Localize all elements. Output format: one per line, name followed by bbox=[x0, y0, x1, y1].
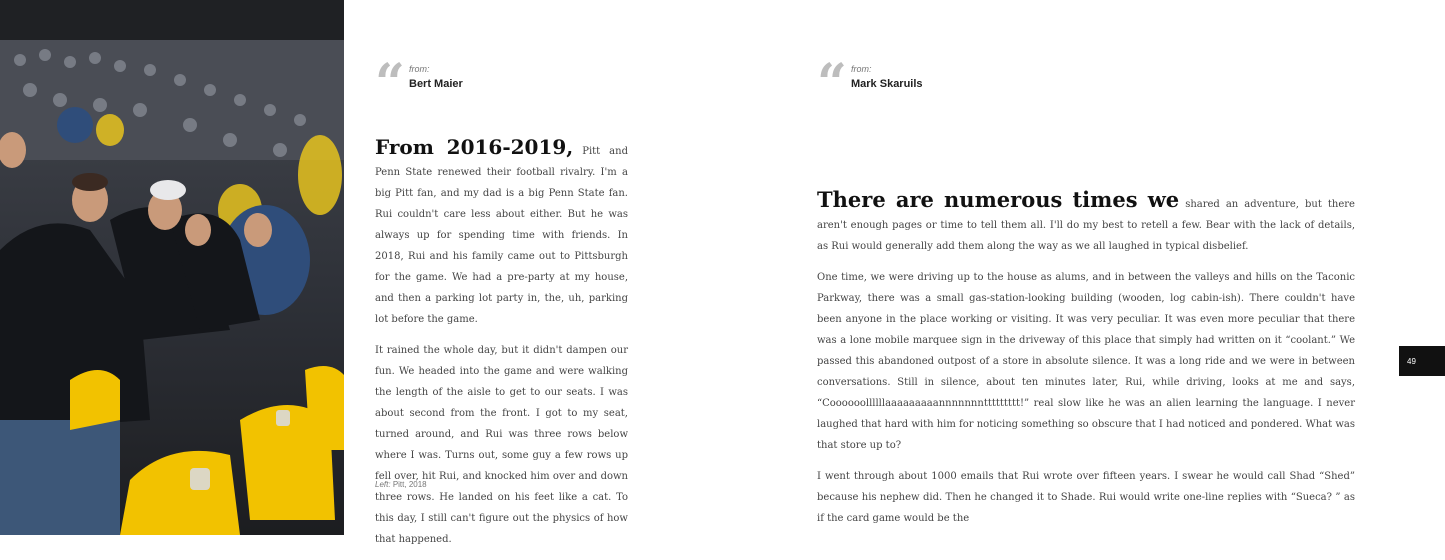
paragraph-text: shared an adventure, but there aren't enough pages or time to tell them all. I'll do my best to retell a few. Bear with the lack of details, as Rui would generally add them along the way as we all laughed in typical disbelief. bbox=[817, 199, 1355, 252]
quote-mark-icon: “ bbox=[817, 53, 841, 114]
paragraph bbox=[817, 189, 1355, 257]
stadium-photo-illustration bbox=[0, 0, 344, 535]
from-label: from: bbox=[409, 64, 430, 74]
caption-prefix: Left: bbox=[375, 480, 391, 489]
quote-mark-icon: “ bbox=[375, 53, 399, 114]
page-number-tab bbox=[1399, 346, 1445, 376]
author-name: Mark Skaruils bbox=[851, 78, 923, 90]
paragraph: One time, we were driving up to the house as alums, and in between the valleys and hills on the Taconic Parkway, there was a small gas-station-looking building (wooden, log cabin-ish). There couldn't have been anyone in the place working or visiting. It was very peculiar. It was even more peculiar that there was a lone mobile marquee sign in the driveway of this place that simply had written on it “coolant.” We passed this abandoned outpost of a store in absolute silence. It was a long ride and we were in between conversations. Still in silence, about ten minutes later, Rui, while driving, looks at me and says, “Coooooollllllaaaaaaaaannnnnnnttttttttt!” real slow like he was an alien learning the language. I never laughed that hard with him for noticing something so obscure that I had noticed and pondered. What was that store up to? bbox=[817, 272, 1355, 451]
lead-in: From 2016-2019, bbox=[375, 135, 574, 159]
stadium-photo bbox=[0, 0, 344, 535]
quote-header-left bbox=[375, 53, 463, 114]
left-column-text bbox=[375, 137, 628, 560]
photo-caption bbox=[375, 480, 427, 489]
paragraph bbox=[375, 137, 628, 330]
from-label: from: bbox=[851, 64, 872, 74]
page-number: 49 bbox=[1407, 356, 1416, 366]
quote-meta-left bbox=[409, 64, 463, 92]
quote-meta-right bbox=[851, 64, 923, 92]
lead-in: There are numerous times we bbox=[817, 187, 1180, 212]
caption-text: Pitt, 2018 bbox=[392, 480, 427, 489]
paragraph: I went through about 1000 emails that Rui wrote over fifteen years. I swear he would call Shad “Shed” because his nephew did. Then he changed it to Shade. Rui would write one-line replies with “Sueca? ” as if the card game would be the bbox=[817, 471, 1355, 524]
right-column-text bbox=[817, 187, 1355, 524]
quote-header-right bbox=[817, 53, 923, 114]
paragraph-text: Pitt and Penn State renewed their football rivalry. I'm a big Pitt fan, and my dad is a big Penn State fan. Rui couldn't care less about either. But he was always up for spending time with friends. In 2018, Rui and his family came out to Pittsburgh for the game. We had a pre-party at my house, and then a parking lot party in, the, uh, parking lot before the game. bbox=[375, 146, 628, 325]
paragraph: It rained the whole day, but it didn't dampen our fun. We headed into the game and were walking the length of the aisle to get to our seats. I was about second from the front. I got to my seat, turned around, and Rui was three rows below where I was. Turns out, some guy a few rows up fell over, hit Rui, and knocked him over and down three rows. He landed on his feet like a cat. To this day, I still can't figure out the physics of how that happened. bbox=[375, 345, 628, 545]
author-name: Bert Maier bbox=[409, 78, 463, 90]
